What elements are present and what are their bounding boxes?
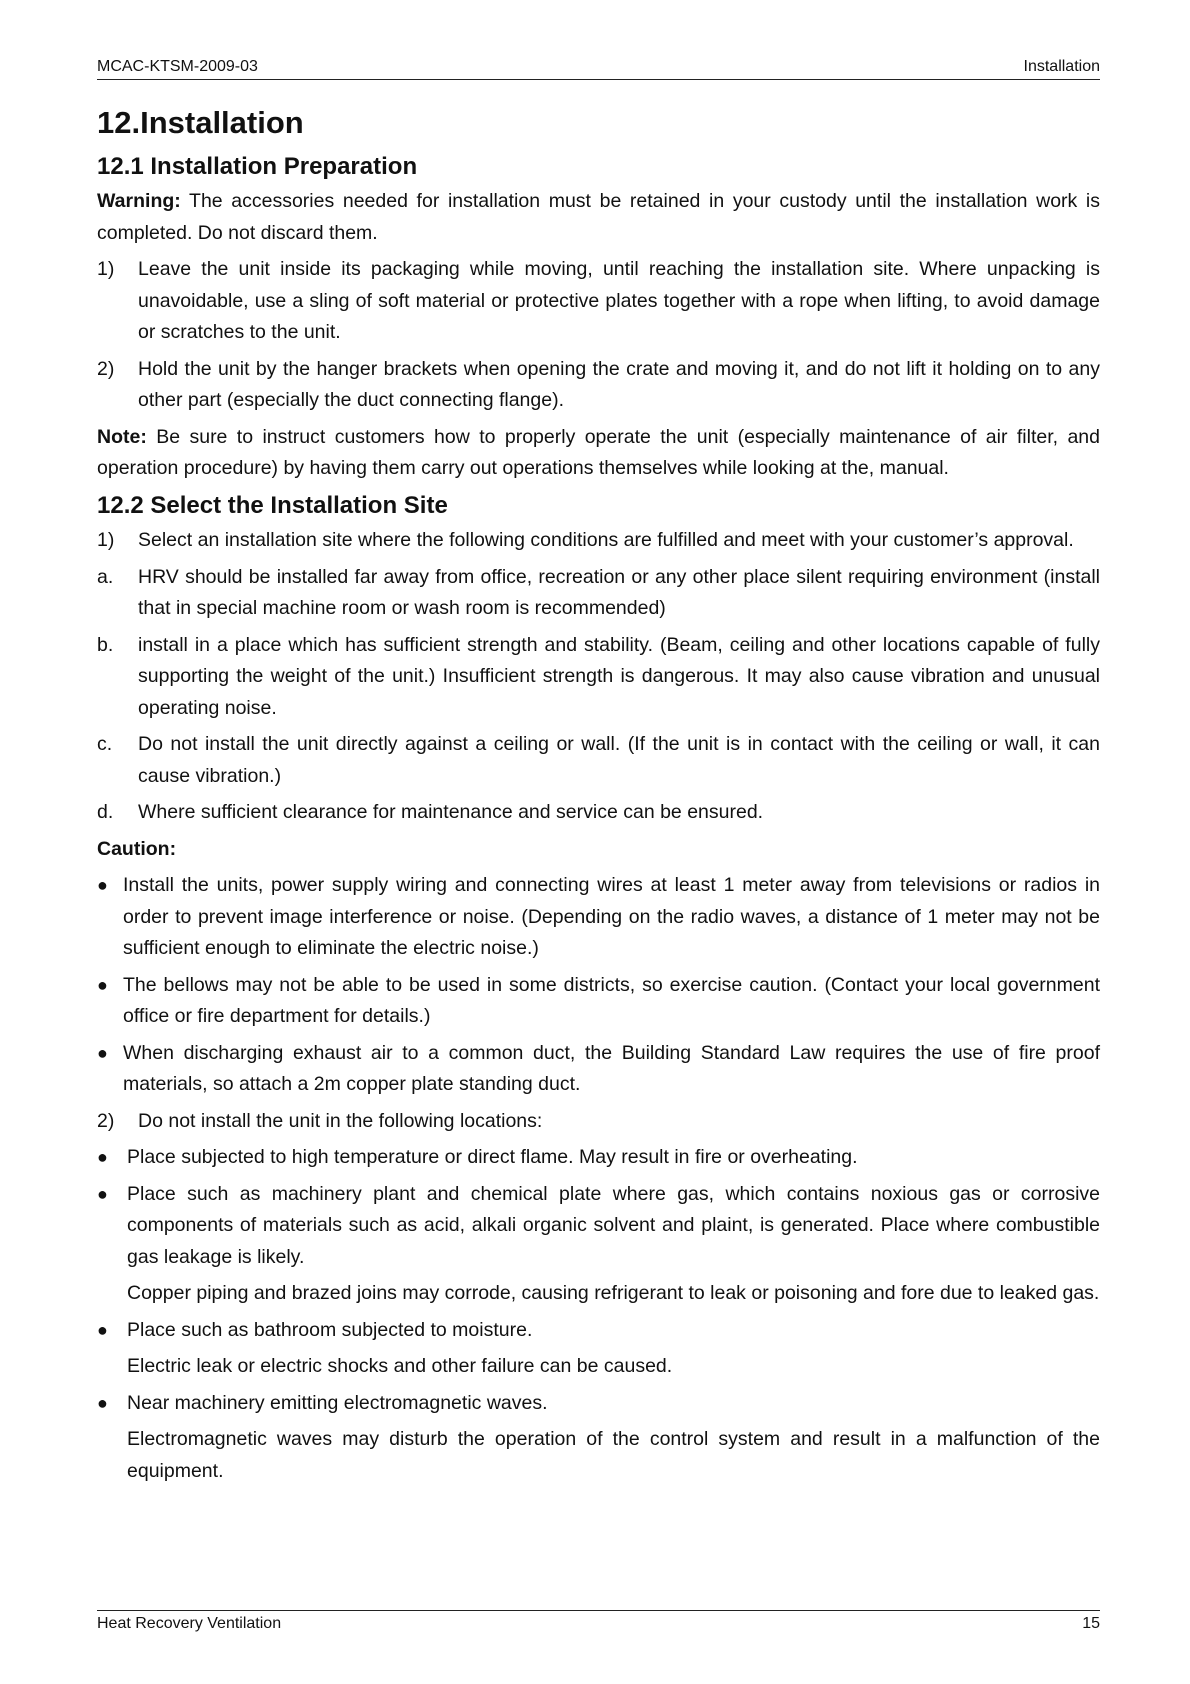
location-consequence: Electromagnetic waves may disturb the operation of the control system and result in a malfunction of the equipment. bbox=[127, 1428, 1100, 1482]
bullet-text: Place subjected to high temperature or direct flame. May result in fire or overheating. bbox=[127, 1146, 858, 1169]
bullet-text: Install the units, power supply wiring and connecting wires at least 1 meter away from televisions or radios in order to prevent image interference or noise. (Depending on the radio waves, a distance of 1 meter may not be sufficient enough to eliminate the electric noise.) bbox=[123, 874, 1100, 960]
list-item bbox=[97, 254, 1100, 349]
item-label: 1) bbox=[97, 258, 115, 281]
condition-item bbox=[97, 729, 1100, 792]
warning-paragraph bbox=[97, 186, 1100, 249]
warning-text: The accessories needed for installation must be retained in your custody until the installation work is completed. Do not discard them. bbox=[97, 190, 1100, 244]
footer-title: Heat Recovery Ventilation bbox=[97, 1615, 282, 1632]
page-number: 15 bbox=[1082, 1615, 1100, 1632]
page-content bbox=[97, 104, 1100, 1492]
item-label: 2) bbox=[97, 1109, 115, 1132]
condition-item bbox=[97, 797, 1100, 829]
location-consequence: Copper piping and brazed joins may corrode, causing refrigerant to leak or poisoning and fore due to leaked gas. bbox=[127, 1282, 1100, 1305]
item-text: Leave the unit inside its packaging while moving, until reaching the installation site. Where unpacking is unavoidable, use a sling of soft material or protective plates together with a rope when lifting, to avoid damage or scratches to the unit. bbox=[138, 258, 1100, 344]
bullet-icon: ● bbox=[97, 1319, 108, 1340]
item-label: c. bbox=[97, 733, 113, 756]
item-text: Hold the unit by the hanger brackets when opening the crate and moving it, and do not lift it holding on to any other part (especially the duct connecting flange). bbox=[138, 357, 1100, 412]
bullet-text: Near machinery emitting electromagnetic waves. bbox=[127, 1391, 548, 1414]
item-text: Do not install the unit directly against a ceiling or wall. (If the unit is in contact with the ceiling or wall, it can cause vibration.) bbox=[138, 733, 1100, 787]
note-label: Note: bbox=[97, 425, 147, 448]
item-text: Do not install the unit in the following locations: bbox=[138, 1109, 543, 1132]
bullet-icon: ● bbox=[97, 875, 108, 896]
bullet-text: When discharging exhaust air to a common duct, the Building Standard Law requires the use of fire proof materials, so attach a 2m copper plate standing duct. bbox=[123, 1041, 1100, 1096]
item-label: d. bbox=[97, 801, 114, 824]
item-text: Select an installation site where the following conditions are fulfilled and meet with your customer’s approval. bbox=[138, 529, 1074, 552]
bullet-text: Place such as bathroom subjected to moisture. bbox=[127, 1318, 533, 1341]
location-bullet bbox=[97, 1315, 1100, 1347]
bullet-text: The bellows may not be able to be used in some districts, so exercise caution. (Contact your local government office or fire department for details.) bbox=[123, 973, 1100, 1028]
bullet-icon: ● bbox=[97, 1147, 108, 1168]
caution-bullet bbox=[97, 870, 1100, 965]
doc-code: MCAC-KTSM-2009-03 bbox=[97, 58, 258, 75]
page-header bbox=[97, 58, 1100, 80]
chapter-title: 12.Installation bbox=[97, 105, 304, 140]
list-item bbox=[97, 525, 1100, 557]
item-label: b. bbox=[97, 633, 114, 656]
warning-label: Warning: bbox=[97, 190, 181, 213]
bullet-icon: ● bbox=[97, 1042, 108, 1063]
bullet-icon: ● bbox=[97, 974, 108, 995]
caution-label: Caution: bbox=[97, 837, 177, 860]
section-12-1-heading: 12.1 Installation Preparation bbox=[97, 153, 418, 181]
item-text: Where sufficient clearance for maintenance and service can be ensured. bbox=[138, 801, 764, 824]
bullet-icon: ● bbox=[97, 1183, 108, 1204]
note-paragraph bbox=[97, 422, 1100, 485]
location-bullet bbox=[97, 1142, 1100, 1174]
location-consequence: Electric leak or electric shocks and other failure can be caused. bbox=[127, 1355, 673, 1378]
header-section: Installation bbox=[1023, 58, 1100, 75]
item-label: 1) bbox=[97, 529, 115, 552]
list-item bbox=[97, 354, 1100, 417]
location-bullet bbox=[97, 1388, 1100, 1420]
item-label: 2) bbox=[97, 357, 115, 380]
item-label: a. bbox=[97, 565, 114, 588]
page-footer bbox=[97, 1610, 1100, 1633]
item-text: HRV should be installed far away from office, recreation or any other place silent requiring environment (install that in special machine room or wash room is recommended) bbox=[138, 565, 1100, 620]
caution-bullet bbox=[97, 970, 1100, 1033]
caution-bullet bbox=[97, 1038, 1100, 1101]
list-item bbox=[97, 1106, 1100, 1138]
section-12-2-heading: 12.2 Select the Installation Site bbox=[97, 491, 448, 519]
condition-item bbox=[97, 562, 1100, 625]
note-text: Be sure to instruct customers how to properly operate the unit (especially maintenance of air filter, and operation procedure) by having them carry out operations themselves while looking at the, manual. bbox=[97, 425, 1100, 480]
location-bullet bbox=[97, 1179, 1100, 1274]
bullet-icon: ● bbox=[97, 1392, 108, 1413]
condition-item bbox=[97, 630, 1100, 725]
item-text: install in a place which has sufficient strength and stability. (Beam, ceiling and other locations capable of fully supporting the weight of the unit.) Insufficient strength is dangerous. It may also cause vibration and unusual operating noise. bbox=[138, 633, 1100, 719]
bullet-text: Place such as machinery plant and chemical plate where gas, which contains noxious gas or corrosive components of materials such as acid, alkali organic solvent and plaint, is generated. Place where combustible gas leakage is likely. bbox=[127, 1182, 1100, 1268]
